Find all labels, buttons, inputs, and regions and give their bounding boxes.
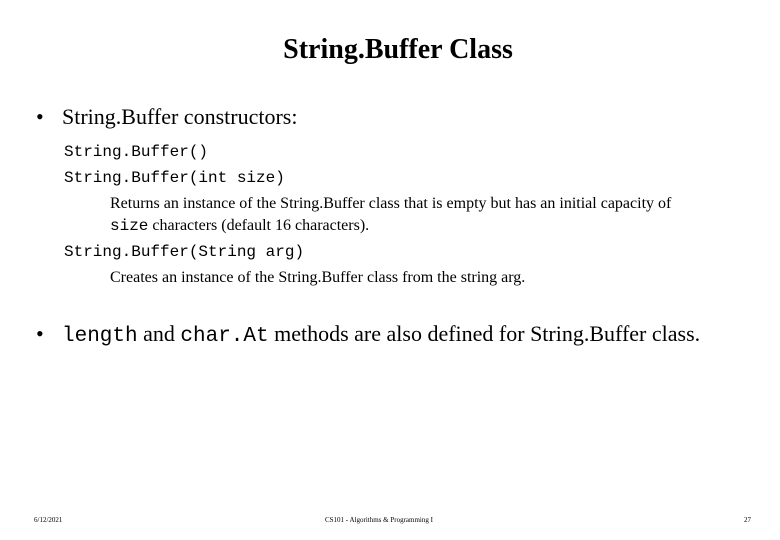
desc-ctor-size-line1: Returns an instance of the String.Buffer class that is empty but has an initial capacity of	[110, 195, 672, 212]
bullet-text-mid: and	[137, 321, 181, 346]
footer-page-number: 27	[744, 516, 751, 524]
bullet-methods	[36, 321, 700, 350]
bullet-marker: •	[36, 321, 44, 346]
bullet-marker: •	[36, 104, 44, 129]
code-ctor-size: String.Buffer(int size)	[64, 169, 285, 187]
inline-code-charat: char.At	[180, 325, 269, 348]
desc-ctor-string: Creates an instance of the String.Buffer class from the string arg.	[110, 269, 526, 286]
bullet-text: String.Buffer constructors:	[62, 104, 298, 129]
footer-course: CS101 - Algorithms & Programming I	[325, 516, 433, 524]
inline-code-size: size	[110, 217, 149, 235]
desc-ctor-size-rest: characters (default 16 characters).	[148, 217, 370, 234]
inline-code-length: length	[62, 325, 138, 348]
code-ctor-default: String.Buffer()	[64, 143, 209, 161]
bullet-text-rest: methods are also defined for String.Buffer class.	[268, 321, 701, 346]
code-ctor-string: String.Buffer(String arg)	[64, 243, 305, 261]
slide-title: String.Buffer Class	[283, 34, 513, 65]
desc-ctor-size-line2	[110, 216, 369, 236]
bullet-constructors	[36, 104, 297, 130]
footer-date: 6/12/2021	[34, 516, 63, 524]
